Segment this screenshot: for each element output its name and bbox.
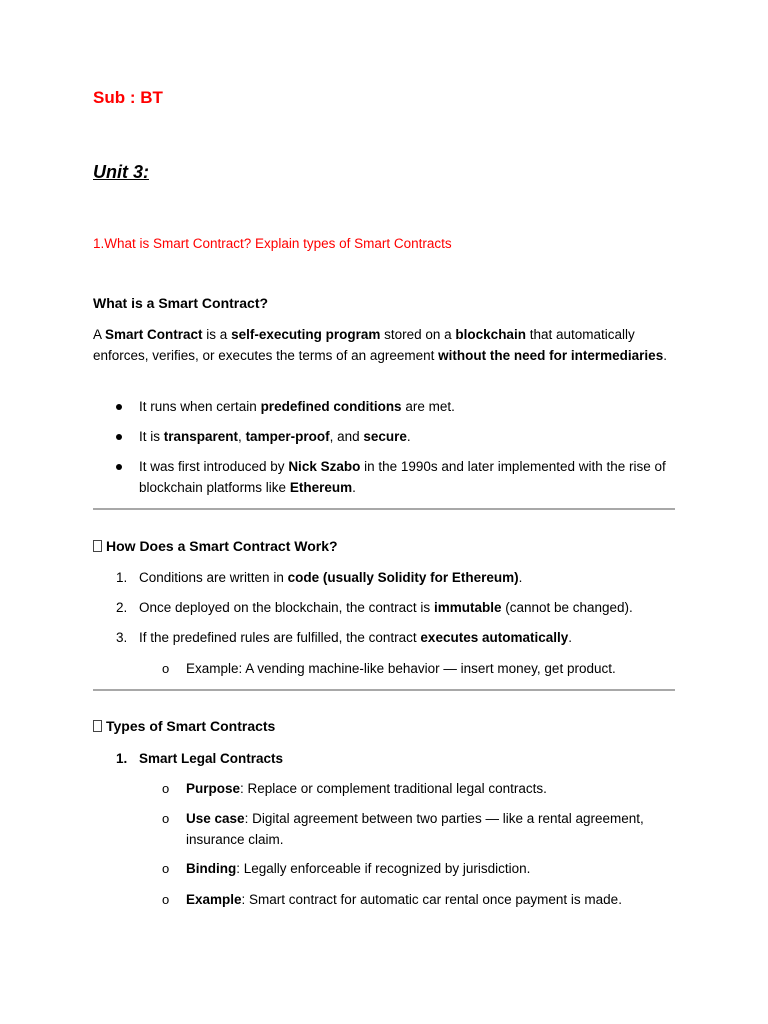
type-detail-use-case: Use case: Digital agreement between two parties — like a rental agreement, insurance claim. xyxy=(186,811,644,847)
type-detail-binding: Binding: Legally enforceable if recognized by jurisdiction. xyxy=(186,861,531,876)
unit-heading: Unit 3: xyxy=(93,162,149,182)
bullet-dot xyxy=(116,434,122,440)
bullet-dot xyxy=(116,464,122,470)
sub-bullet-marker: o xyxy=(162,781,170,796)
question-title: 1.What is Smart Contract? Explain types of Smart Contracts xyxy=(93,236,452,251)
numbered-item: Once deployed on the blockchain, the contract is immutable (cannot be changed). xyxy=(139,600,633,615)
list-number: 1. xyxy=(116,751,128,766)
sub-list-item: Example: A vending machine-like behavior — insert money, get product. xyxy=(186,661,616,676)
bullet-item: It runs when certain predefined conditions are met. xyxy=(139,399,455,414)
section-heading-types: Types of Smart Contracts xyxy=(93,718,275,734)
type-detail-purpose: Purpose: Replace or complement traditional legal contracts. xyxy=(186,781,547,796)
bullet-dot xyxy=(116,404,122,410)
sub-bullet-marker: o xyxy=(162,811,170,826)
sub-bullet-marker: o xyxy=(162,861,170,876)
missing-glyph-icon xyxy=(93,540,102,552)
type-title: Smart Legal Contracts xyxy=(139,751,284,766)
type-detail-example: Example: Smart contract for automatic car rental once payment is made. xyxy=(186,892,622,907)
section-heading-how: How Does a Smart Contract Work? xyxy=(93,538,338,554)
numbered-item: If the predefined rules are fulfilled, the contract executes automatically. xyxy=(139,630,573,645)
bullet-item: It is transparent, tamper-proof, and secure. xyxy=(139,429,411,444)
list-number: 2. xyxy=(116,600,128,615)
subject-heading: Sub : BT xyxy=(93,88,163,107)
section-heading-what: What is a Smart Contract? xyxy=(93,295,269,311)
horizontal-rule xyxy=(93,689,675,691)
bullet-item: It was first introduced by Nick Szabo in the 1990s and later implemented with the rise of blockchain platforms like Ethereum. xyxy=(139,459,666,495)
list-number: 3. xyxy=(116,630,128,645)
sub-bullet-marker: o xyxy=(162,892,170,907)
sub-bullet-marker: o xyxy=(162,661,170,676)
list-number: 1. xyxy=(116,570,128,585)
numbered-item: Conditions are written in code (usually Solidity for Ethereum). xyxy=(139,570,523,585)
missing-glyph-icon xyxy=(93,720,102,732)
definition-paragraph: A Smart Contract is a self-executing program stored on a blockchain that automatically enforces, verifies, or executes the terms of an agreement without the need for intermediaries. xyxy=(93,327,667,363)
horizontal-rule xyxy=(93,508,675,510)
